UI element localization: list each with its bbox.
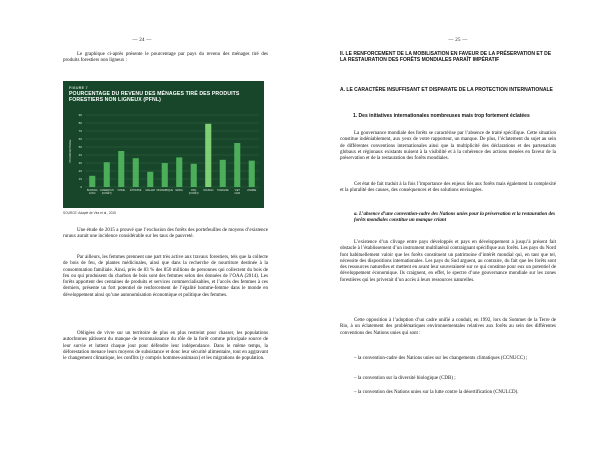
left-page-number: — 24 — <box>132 38 152 43</box>
x-tick-label: (FORÊT) <box>101 192 112 196</box>
x-tick-label: BURKINA <box>86 189 98 192</box>
x-tick-label: MALAWI <box>145 189 155 192</box>
list-item-cdb: – la convention sur la diversité biologique (CDB) ; <box>354 376 456 381</box>
x-tick-label: NAM <box>234 192 240 196</box>
x-tick-label: NÉPAL <box>175 189 184 192</box>
bar-chart-svg <box>63 81 264 208</box>
x-tick-label: ÉTHIOPIE <box>130 189 142 192</box>
x-tick-label: SOUDAN <box>203 189 214 192</box>
y-tick-label: 0 <box>80 185 82 190</box>
right-page-number: — 25 — <box>448 38 468 43</box>
bar-chine <box>118 151 124 187</box>
y-tick-label: 50 <box>78 145 82 150</box>
figure-source: SOURCE: Adapté de Vira et al., 2015 <box>63 211 116 215</box>
italic-heading-a: a. L’absence d’une convention-cadre des Nations unies pour la préservation et la restauration des forêts mondiales constitue un manque criant <box>354 212 556 224</box>
figure-7-chart <box>63 81 264 208</box>
y-tick-label: 40 <box>78 153 82 158</box>
x-tick-label: RDC <box>191 189 197 192</box>
bar-cameroun-for-t- <box>104 162 110 187</box>
x-tick-label: FASO <box>89 192 96 196</box>
y-tick-label: 90 <box>78 113 82 118</box>
sub-heading-1: 1. Des initiatives internationales nombreuses mais trop fortement éclatées <box>353 113 530 119</box>
paragraph-study-2015: Une étude de 2015 a prouvé que l’exclusion des forêts des portefeuilles de moyens d’existence ruraux aurait une incidence considérable sur les taux de pauvreté. <box>63 228 268 240</box>
bar-soudan <box>205 124 211 187</box>
x-tick-label: CAMEROUN <box>99 189 114 192</box>
bar-malawi <box>147 172 153 187</box>
bar-n-pal <box>176 157 182 187</box>
y-tick-label: 30 <box>78 161 82 166</box>
bar-mozambique <box>162 163 168 187</box>
list-item-ccnucc: – la convention-cadre des Nations unies sur les changements climatiques (CCNUCC) ; <box>354 356 528 361</box>
figure-label: FIGURE 7 <box>69 86 88 90</box>
paragraph-women-forests: Par ailleurs, les femmes prennent une part très active aux travaux forestiers, tels que la collecte de bois de feu, de plantes médicinales, ainsi que dans la recherche de nourriture destinée à la consommation familiale. Ainsi, près de 83 % des 850 millions de personnes qui collectent du bois de feu ou qui produisent du charbon de bois sont des femmes selon des données de l’OAA (2014). Les forêts apportent des centaines de produits et services commercialisables, et l’accès des femmes à ces derniers, présente un fort potentiel de renforcement de l’égalité homme-femme dans le monde en développement ainsi qu’une autonomisation économique et politique des femmes. <box>63 255 268 298</box>
x-tick-label: (FORÊT) <box>188 192 199 196</box>
bar-viet-nam <box>234 143 240 187</box>
bar-zambie <box>249 161 255 187</box>
y-tick-label: 80 <box>78 121 82 126</box>
right-page <box>300 0 600 463</box>
y-tick-label: 10 <box>78 177 82 182</box>
figure-title: POURCENTAGE DU REVENU DES MÉNAGES TIRÉ DES PRODUITS FORESTIERS NON LIGNEUX (PFNL) <box>69 91 240 103</box>
x-tick-label: ZAMBIE <box>247 189 257 192</box>
figure-intro-text: Le graphique ci-après présente le pourcentage par pays du revenu des ménages tiré des produits forestiers non ligneux : <box>63 52 268 64</box>
paragraph-indigenous-populations: Obligées de vivre sur un territoire de plus en plus restreint pour chasser, les populations autochtones pâtissent du manque de reconnaissance du rôle de la forêt comme principale source de leur survie et luttent chaque jour pour défendre leur indépendance. Dans le même temps, la déforestation menace leurs moyens de subsistance et donc leur sécurité alimentaire, tout en aggravant le changement climatique, les conflits (y compris hommes-animaux) et les migrations de population. <box>63 331 268 362</box>
x-tick-label: CHINE <box>117 189 125 192</box>
bar-tanzanie <box>220 160 226 187</box>
list-item-cnulcd: – la convention des Nations unies sur la lutte contre la désertification (CNULCD). <box>354 390 519 395</box>
sub-heading-a: A. LE CARACTÈRE INSUFFISANT ET DISPARATE DE LA PROTECTION INTERNATIONALE <box>340 87 553 93</box>
x-tick-label: TANZANIE <box>216 189 229 192</box>
paragraph-global-governance: La gouvernance mondiale des forêts se caractérise par l’absence de traité spécifique. Cette situation constitue indéniablement, aux yeux de votre rapporteur, un manque. De plus, l’éclatement du sujet au sein de différentes conventions internationales ainsi que la multiplicité des déclarations et des partenariats globaux et régionaux existants nuisent à la visibilité et à la cohérence des actions menées en faveur de la préservation et de la restauration des forêts mondiales. <box>340 131 556 162</box>
x-tick-label: MOZAMBIQUE <box>156 189 173 192</box>
paragraph-rio-summit: Cette opposition à l’adoption d’un cadre unifié a conduit, en 1992, lors du Sommet de la Terre de Rio, à un éclatement des problématiques environnementales relatives aux forêts au sein des différentes conventions des Nations unies qui sont : <box>340 318 556 336</box>
bar--thiopie <box>133 158 139 187</box>
y-tick-label: 70 <box>78 129 82 134</box>
paragraph-north-south-divide: L’existence d’un clivage entre pays développés et pays en développement a jusqu’à présent fait obstacle à l’établissement d’un instrument multilatéral contraignant spécifique aux forêts. Les pays du Nord font habituellement valoir que les forêts constituent un patrimoine d’intérêt mondial qui, en tant que tel, nécessite des dispositions internationales. Les pays du Sud arguent, au contraire, du fait que les forêts sont des ressources naturelles et mettent en avant leur souveraineté sur ce qui constitue pour eux un potentiel de développement économique. Ils craignent, en effet, le spectre d’une gouvernance mondiale sur les zones forestières qui les priverait d’un accès à leurs ressources naturelles. <box>340 240 556 283</box>
y-tick-label: 20 <box>78 169 82 174</box>
x-tick-label: VIET <box>234 189 240 192</box>
y-axis-label: POURCENTAGE <box>68 139 72 163</box>
bar-burkina-faso <box>89 176 95 187</box>
y-tick-label: 60 <box>78 137 82 142</box>
paragraph-state-of-affairs: Cet état de fait traduit à la fois l’importance des enjeux liés aux forêts mais également la complexité et la pluralité des causes, des conséquences et des solutions envisagées. <box>340 182 556 194</box>
bar-rdc-for-t- <box>191 164 197 187</box>
section-heading-ii: II. LE RENFORCEMENT DE LA MOBILISATION EN FAVEUR DE LA PRÉSERVATION ET DE LA RESTAURATION DES FORÊTS MONDIALES PARAÎT IMPÉRATIF <box>340 51 552 64</box>
